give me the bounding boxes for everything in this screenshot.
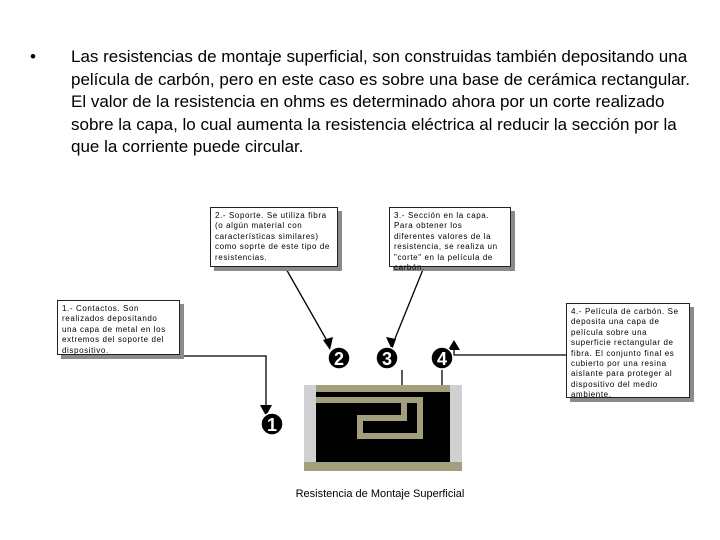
arrow-head-film [448,340,460,350]
contact-right [450,385,462,471]
marker-1-label: 1 [266,415,278,435]
leader-line-contacts [180,356,266,412]
figure-caption: Resistencia de Montaje Superficial [295,488,465,500]
resistor-body [304,385,462,471]
callout-film: 4.- Película de carbón. Se deposita una capa de película sobre una superficie rectangular de fibra. El conjunto final es cubierto por una resina aislante para proteger al dispositivo del medio ambiente. [566,303,690,398]
marker-2 [328,347,350,369]
marker-4-label: 4 [436,349,448,369]
marker-1 [261,413,283,435]
leader-line-film [454,344,566,355]
support-edge [304,462,462,471]
marker-4 [431,347,453,369]
leader-line-support [285,267,330,346]
callout-section: 3.- Sección en la capa. Para obtener los diferentes valores de la resistencia, se realiza un "corte" en la película de carbón. [389,207,511,267]
marker-3 [376,347,398,369]
callout-contacts: 1.- Contactos. Son realizados depositando una capa de metal en los extremos del soporte del dispositivo. [57,300,180,355]
bullet-text: Las resistencias de montaje superficial, son construidas también depositando una película de carbón, pero en este caso es sobre una base de cerámica rectangular. El valor de la resistencia en ohms es determinado ahora por un corte realizado sobre la capa, lo cual aumenta la resistencia eléctrica al reducir la sección por la que la corriente puede circular. [71,47,690,157]
bullet-symbol: • [30,47,36,66]
leader-line-section [392,267,424,346]
arrow-head-support [323,337,333,350]
marker-2-label: 2 [333,349,345,369]
contact-left [304,385,316,471]
callout-support: 2.- Soporte. Se utiliza fibra (o algún material con características similares) como soprte de este tipo de resistencias. [210,207,338,267]
marker-3-label: 3 [381,349,393,369]
